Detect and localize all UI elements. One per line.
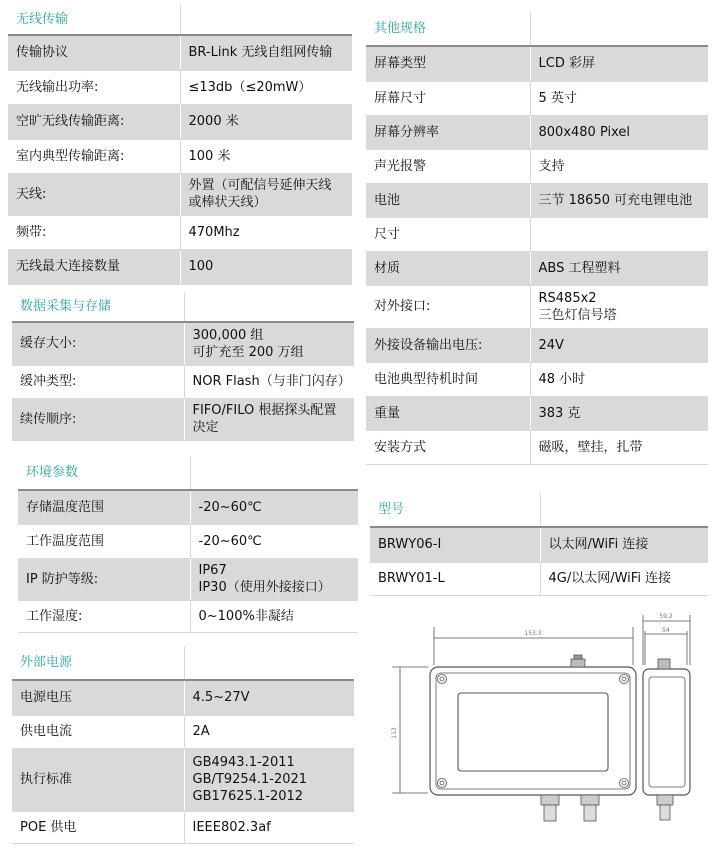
table-row — [366, 46, 708, 81]
spec-label: 屏幕尺寸 — [366, 81, 530, 115]
spec-value: RS485x2 三色灯信号塔 — [530, 285, 708, 328]
spec-label: 屏幕类型 — [366, 46, 530, 81]
spec-value: 2A — [184, 715, 354, 748]
spec-label: POE 供电 — [12, 811, 184, 843]
spec-value: 5 英寸 — [530, 81, 708, 115]
spec-value: FIFO/FILO 根据探头配置 决定 — [184, 398, 354, 440]
table-row — [12, 715, 354, 748]
spec-label: 传输协议 — [8, 35, 180, 70]
table-row — [366, 251, 708, 285]
other-specs-table — [366, 12, 708, 465]
spec-value: 470Mhz — [180, 215, 352, 249]
spec-label: 重量 — [366, 396, 530, 430]
storage-title: 数据采集与存储 — [12, 292, 184, 322]
spec-value: 100 米 — [180, 139, 352, 173]
spec-label: 无线输出功率: — [8, 70, 180, 104]
table-row — [366, 362, 708, 396]
spec-label: 频带: — [8, 215, 180, 249]
dim-side-body-label: 54 — [662, 627, 670, 634]
spec-value: 2000 米 — [180, 104, 352, 139]
table-row — [12, 398, 354, 440]
spec-label: 天线: — [8, 173, 180, 215]
spec-value: 0~100%非凝结 — [190, 600, 358, 632]
table-row — [12, 365, 354, 398]
table-row — [370, 527, 708, 562]
table-row — [366, 396, 708, 430]
table-row — [366, 149, 708, 183]
spec-label: 声光报警 — [366, 149, 530, 183]
table-row — [12, 322, 354, 365]
spec-value: 48 小时 — [530, 362, 708, 396]
table-row — [366, 285, 708, 328]
spec-label: 续传顺序: — [12, 398, 184, 440]
spec-label: 缓存大小: — [12, 322, 184, 365]
power-title: 外部电源 — [12, 646, 184, 680]
table-row — [366, 81, 708, 115]
spec-label: 材质 — [366, 251, 530, 285]
table-row — [12, 680, 354, 715]
table-row — [366, 430, 708, 464]
table-row — [366, 217, 708, 251]
table-row — [8, 70, 352, 104]
spec-value: BR-Link 无线自组网传输 — [180, 35, 352, 70]
spec-label: 电池 — [366, 183, 530, 217]
table-row — [18, 600, 358, 632]
power-table — [12, 646, 354, 844]
storage-table — [12, 292, 354, 441]
spec-value: 24V — [530, 328, 708, 362]
environment-table — [18, 456, 358, 633]
spec-label: 尺寸 — [366, 217, 530, 251]
spec-label: 电源电压 — [12, 680, 184, 715]
spec-value: 以太网/WiFi 连接 — [540, 527, 708, 562]
spec-value: GB4943.1-2011 GB/T9254.1-2021 GB17625.1-2012 — [184, 748, 354, 811]
spec-value: -20~60℃ — [190, 490, 358, 524]
table-row — [366, 328, 708, 362]
device-dimension-drawing — [378, 605, 696, 850]
spec-label: 空旷无线传输距离: — [8, 104, 180, 139]
spec-label: 供电电流 — [12, 715, 184, 748]
models-title: 型号 — [370, 493, 540, 527]
spec-label: 外接设备输出电压: — [366, 328, 530, 362]
table-row — [8, 139, 352, 173]
table-row — [370, 562, 708, 595]
spec-value: -20~60℃ — [190, 524, 358, 558]
spec-label: 工作湿度: — [18, 600, 190, 632]
table-row — [366, 183, 708, 217]
spec-label: 存储温度范围 — [18, 490, 190, 524]
spec-value: 支持 — [530, 149, 708, 183]
spec-value: 4.5~27V — [184, 680, 354, 715]
spec-label: 工作温度范围 — [18, 524, 190, 558]
wireless-title: 无线传输 — [8, 4, 180, 35]
table-row — [12, 811, 354, 843]
spec-value: 383 克 — [530, 396, 708, 430]
spec-value — [530, 217, 708, 251]
table-row — [18, 558, 358, 600]
spec-label: 室内典型传输距离: — [8, 139, 180, 173]
spec-value: ≤13db（≤20mW） — [180, 70, 352, 104]
spec-label: 安装方式 — [366, 430, 530, 464]
spec-label: BRWY01-L — [370, 562, 540, 595]
spec-value: 磁吸，壁挂，扎带 — [530, 430, 708, 464]
spec-value: 外置（可配信号延伸天线 或棒状天线） — [180, 173, 352, 215]
table-row — [8, 35, 352, 70]
spec-label: BRWY06-I — [370, 527, 540, 562]
spec-label: 电池典型待机时间 — [366, 362, 530, 396]
spec-label: 对外接口: — [366, 285, 530, 328]
spec-label: 无线最大连接数量 — [8, 249, 180, 284]
dim-side-total-label: 59.2 — [659, 613, 673, 620]
spec-label: 屏幕分辨率 — [366, 115, 530, 149]
spec-label: 缓冲类型: — [12, 365, 184, 398]
spec-label: IP 防护等级: — [18, 558, 190, 600]
wireless-table — [8, 4, 352, 285]
table-row — [8, 104, 352, 139]
other-specs-title: 其他规格 — [366, 12, 530, 46]
spec-value: IP67 IP30（使用外接接口） — [190, 558, 358, 600]
spec-value: LCD 彩屏 — [530, 46, 708, 81]
spec-value: IEEE802.3af — [184, 811, 354, 843]
spec-label: 执行标准 — [12, 748, 184, 811]
spec-value: NOR Flash（与非门闪存） — [184, 365, 354, 398]
environment-title: 环境参数 — [18, 456, 190, 490]
table-row — [366, 115, 708, 149]
spec-value: 800x480 Pixel — [530, 115, 708, 149]
dim-width-label: 153.3 — [524, 630, 542, 637]
spec-value: 三节 18650 可充电锂电池 — [530, 183, 708, 217]
spec-value: 100 — [180, 249, 352, 284]
models-table — [370, 493, 708, 596]
table-row — [8, 215, 352, 249]
spec-value: ABS 工程塑料 — [530, 251, 708, 285]
spec-value: 300,000 组 可扩充至 200 万组 — [184, 322, 354, 365]
table-row — [18, 490, 358, 524]
dim-height-label: 113 — [391, 727, 398, 739]
spec-value: 4G/以太网/WiFi 连接 — [540, 562, 708, 595]
table-row — [12, 748, 354, 811]
table-row — [8, 249, 352, 284]
table-row — [8, 173, 352, 215]
table-row — [18, 524, 358, 558]
